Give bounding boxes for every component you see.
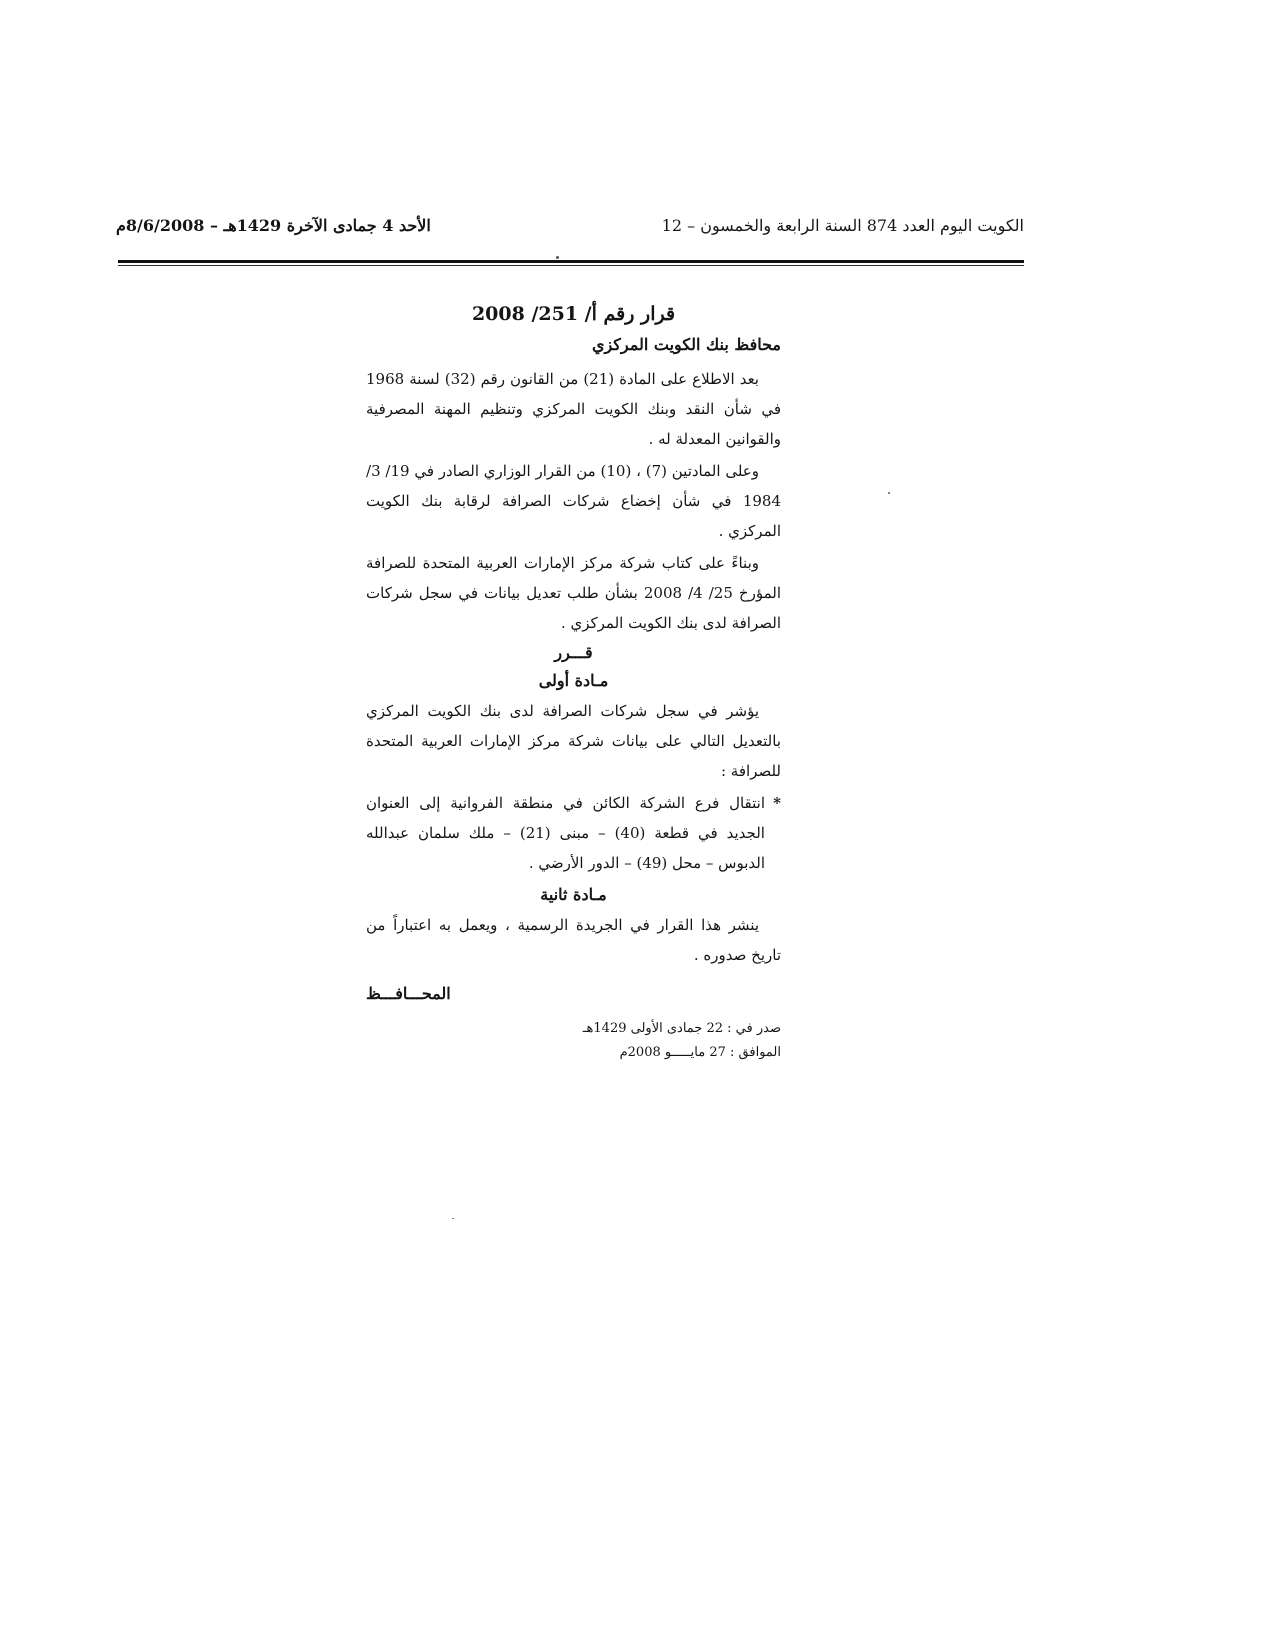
scan-speck [452, 1218, 454, 1219]
header-rule-thin [118, 265, 1024, 266]
governor-signature: المحـــافـــظ [366, 984, 451, 1003]
scan-speck [888, 492, 890, 494]
article-one-text: يؤشر في سجل شركات الصرافة لدى بنك الكويت المركزي بالتعديل التالي على بيانات شركة مركز الإمارات العربية المتحدة للصرافة : [366, 702, 781, 780]
decision-article [366, 300, 781, 1065]
preamble-paragraph: وعلى المادتين (7) ، (10) من القرار الوزاري الصادر في 19/ 3/ 1984 في شأن إخضاع شركات الصرافة لرقابة بنك الكويت المركزي . [366, 462, 781, 540]
bullet-asterisk-icon: * [773, 794, 781, 812]
issued-gregorian-date: الموافق : 27 مايـــــو 2008م [619, 1045, 781, 1060]
article-one-heading: مـادة أولى [538, 671, 609, 690]
decides-heading: قـــرر [554, 643, 593, 662]
issued-hijri-date: صدر في : 22 جمادى الأولى 1429هـ [582, 1021, 781, 1036]
scan-speck [556, 256, 559, 259]
preamble-paragraph: بعد الاطلاع على المادة (21) من القانون رقم (32) لسنة 1968 في شأن النقد وبنك الكويت المركزي وتنظيم المهنة المصرفية والقوانين المعدلة له . [366, 370, 781, 448]
decision-issuer: محافظ بنك الكويت المركزي [591, 335, 781, 354]
bullet-text: انتقال فرع الشركة الكائن في منطقة الفروانية إلى العنوان الجديد في قطعة (40) – مبنى (21) – ملك سلمان عبدالله الدبوس – محل (49) – الدور الأرضي . [366, 794, 765, 872]
decision-title: قرار رقم أ/ 251/ 2008 [471, 303, 676, 325]
issue-dates [366, 1017, 781, 1065]
header-issue-info: الكويت اليوم العدد 874 السنة الرابعة والخمسون – 12 [661, 216, 1024, 235]
page-header [116, 214, 1024, 244]
article-two-heading: مـادة ثانية [540, 885, 607, 904]
header-rule-thick [118, 260, 1024, 263]
article-two-text: ينشر هذا القرار في الجريدة الرسمية ، ويعمل به اعتباراً من تاريخ صدوره . [366, 916, 781, 964]
preamble-paragraph: وبناءً على كتاب شركة مركز الإمارات العربية المتحدة للصرافة المؤرخ 25/ 4/ 2008 بشأن طلب تعديل بيانات في سجل شركات الصرافة لدى بنك الكويت المركزي . [366, 554, 782, 632]
article-one-bullet [366, 788, 781, 878]
header-date: الأحد 4 جمادى الآخرة 1429هـ – 8/6/2008م [116, 216, 431, 235]
